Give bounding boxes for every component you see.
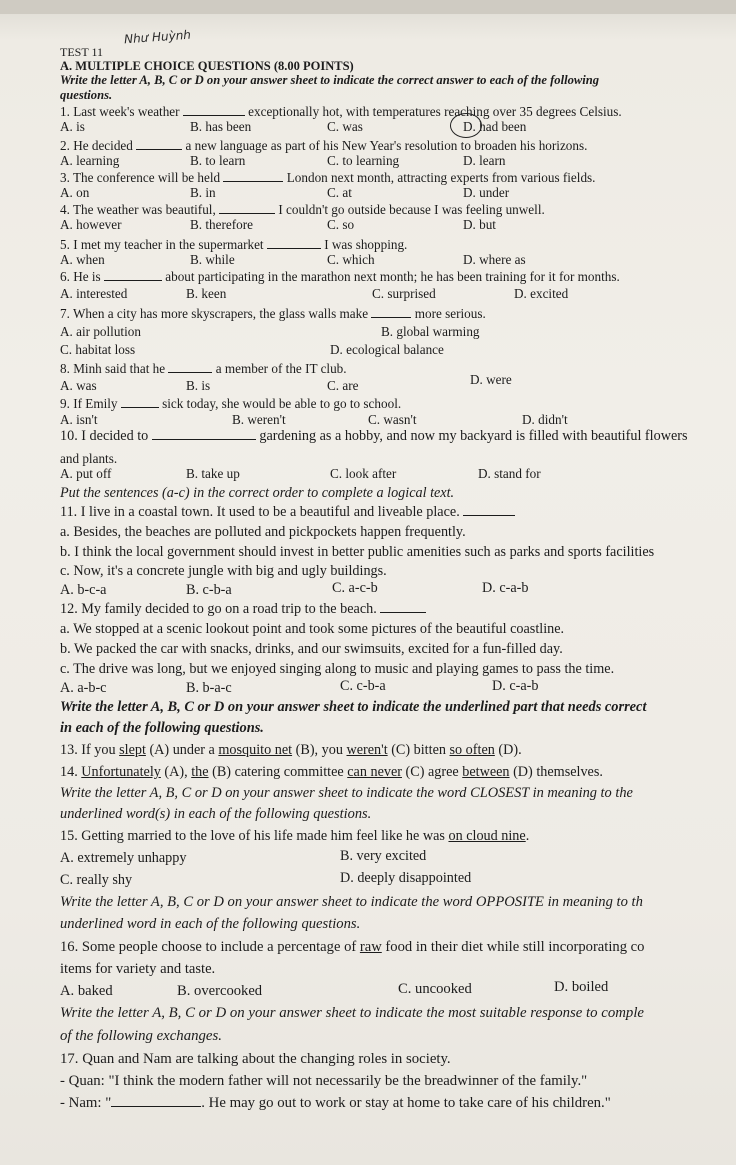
q5-option-b: B. while xyxy=(190,252,235,267)
underlined-a: Unfortunately xyxy=(81,764,161,780)
question-12: 12. My family decided to go on a road trip to the beach. xyxy=(60,601,426,618)
q12-sentence-c: c. The drive was long, but we enjoyed singing along to music and playing games to pass the time. xyxy=(60,661,615,677)
instruction-5-line-1: Write the letter A, B, C or D on your answer sheet to indicate the word OPPOSITE in meaning to th xyxy=(60,894,643,910)
q11-option-a: A. b-c-a xyxy=(60,582,107,598)
underlined-phrase: on cloud nine xyxy=(448,828,526,844)
instruction-1-line-1: Write the letter A, B, C or D on your answer sheet to indicate the correct answer to each of the following xyxy=(60,73,600,87)
instruction-5-line-2: underlined word in each of the following questions. xyxy=(60,916,361,932)
q4-option-d: D. but xyxy=(463,217,496,232)
q12-sentence-b: b. We packed the car with snacks, drinks, and our swimsuits, excited for a fun-filled day. xyxy=(60,641,563,657)
answer-blank xyxy=(152,428,256,440)
question-9: 9. If Emily sick today, she would be able to go to school. xyxy=(60,396,402,411)
answer-blank xyxy=(219,202,275,214)
q11-option-c: C. a-c-b xyxy=(332,580,378,596)
answer-blank xyxy=(463,504,515,516)
q10-option-a: A. put off xyxy=(60,466,112,481)
question-4: 4. The weather was beautiful, I couldn't go outside because I was feeling unwell. xyxy=(60,202,545,217)
q5-option-d: D. where as xyxy=(463,252,526,267)
q15-option-b: B. very excited xyxy=(340,848,427,864)
instruction-3-line-1: Write the letter A, B, C or D on your answer sheet to indicate the underlined part that needs correct xyxy=(60,699,647,715)
q10-option-b: B. take up xyxy=(186,466,240,481)
q7-option-d: D. ecological balance xyxy=(330,342,444,357)
q17-quan-line: - Quan: "I think the modern father will not necessarily be the breadwinner of the family." xyxy=(60,1073,588,1089)
q1-option-b: B. has been xyxy=(190,119,252,134)
question-16-cont: items for variety and taste. xyxy=(60,961,216,977)
q10-option-d: D. stand for xyxy=(478,466,541,481)
q6-option-b: B. keen xyxy=(186,286,227,301)
q12-option-c: C. c-b-a xyxy=(340,678,386,694)
q15-option-c: C. really shy xyxy=(60,872,133,888)
underlined-word: raw xyxy=(359,939,382,955)
underlined-d: between xyxy=(462,764,510,780)
q2-option-a: A. learning xyxy=(60,153,120,168)
answer-blank xyxy=(380,601,426,613)
question-17: 17. Quan and Nam are talking about the changing roles in society. xyxy=(60,1051,451,1067)
question-5: 5. I met my teacher in the supermarket I was shopping. xyxy=(60,237,408,252)
question-3: 3. The conference will be held London next month, attracting experts from various fields. xyxy=(60,170,596,185)
q1-option-d: D. had been xyxy=(463,119,527,134)
underlined-b: mosquito net xyxy=(218,742,293,758)
question-10: 10. I decided to gardening as a hobby, and now my backyard is filled with beautiful flowers xyxy=(60,428,688,444)
q15-option-a: A. extremely unhappy xyxy=(60,850,187,866)
q6-option-c: C. surprised xyxy=(372,286,436,301)
q2-option-b: B. to learn xyxy=(190,153,246,168)
question-13: 13. If you slept (A) under a mosquito net (B), you weren't (C) bitten so often (D). xyxy=(60,742,522,758)
underlined-d: so often xyxy=(449,742,495,758)
instruction-4-line-2: underlined word(s) in each of the following questions. xyxy=(60,806,372,822)
q8-option-b: B. is xyxy=(186,378,211,393)
q12-sentence-a: a. We stopped at a scenic lookout point and took some pictures of the beautiful coastline. xyxy=(60,621,565,637)
test-title: TEST 11 xyxy=(60,45,104,59)
instruction-4-line-1: Write the letter A, B, C or D on your answer sheet to indicate the word CLOSEST in meaning to the xyxy=(60,785,633,801)
question-15: 15. Getting married to the love of his life made him feel like he was on cloud nine. xyxy=(60,828,530,844)
q17-nam-line: - Nam: " . He may go out to work or stay at home to take care of his children." xyxy=(60,1095,611,1111)
question-16: 16. Some people choose to include a percentage of raw food in their diet while still incorporating co xyxy=(60,939,645,955)
q9-option-b: B. weren't xyxy=(232,412,286,427)
instruction-3-line-2: in each of the following questions. xyxy=(60,720,264,736)
q1-option-c: C. was xyxy=(327,119,363,134)
q11-option-d: D. c-a-b xyxy=(482,580,529,596)
q9-option-a: A. isn't xyxy=(60,412,98,427)
q11-option-b: B. c-b-a xyxy=(186,582,232,598)
q3-option-d: D. under xyxy=(463,185,510,200)
q11-sentence-c: c. Now, it's a concrete jungle with big and ugly buildings. xyxy=(60,563,387,579)
q16-option-d: D. boiled xyxy=(554,979,609,995)
q5-option-a: A. when xyxy=(60,252,105,267)
q10-option-c: C. look after xyxy=(330,466,397,481)
q11-sentence-b: b. I think the local government should invest in better public amenities such as parks and sports facilities xyxy=(60,544,655,560)
question-8: 8. Minh said that he a member of the IT club. xyxy=(60,361,347,376)
q9-option-d: D. didn't xyxy=(522,412,568,427)
q3-option-c: C. at xyxy=(327,185,352,200)
q8-option-d: D. were xyxy=(470,372,512,387)
instruction-1-line-2: questions. xyxy=(60,88,113,102)
answer-blank xyxy=(183,104,245,116)
answer-blank xyxy=(121,396,159,408)
q12-option-b: B. b-a-c xyxy=(186,680,232,696)
question-1: 1. Last week's weather exceptionally hot, with temperatures reaching over 35 degrees Celsius. xyxy=(60,104,622,119)
instruction-2: Put the sentences (a-c) in the correct order to complete a logical text. xyxy=(60,485,455,501)
underlined-b: the xyxy=(191,764,209,780)
q12-option-a: A. a-b-c xyxy=(60,680,107,696)
q16-option-c: C. uncooked xyxy=(398,981,472,997)
question-11: 11. I live in a coastal town. It used to be a beautiful and liveable place. xyxy=(60,504,515,521)
answer-blank xyxy=(223,170,283,182)
answer-blank xyxy=(267,237,321,249)
instruction-6-line-2: of the following exchanges. xyxy=(60,1028,222,1044)
answer-blank xyxy=(371,306,411,318)
q7-option-a: A. air pollution xyxy=(60,324,141,339)
underlined-c: can never xyxy=(347,764,402,780)
q4-option-a: A. however xyxy=(60,217,122,232)
q16-option-a: A. baked xyxy=(60,983,113,999)
q7-option-b: B. global warming xyxy=(381,324,480,339)
handwritten-name: Như Huỳnh xyxy=(123,27,192,47)
q2-option-d: D. learn xyxy=(463,153,506,168)
answer-blank xyxy=(111,1095,201,1107)
underlined-c: weren't xyxy=(346,742,388,758)
pen-circle-mark xyxy=(450,113,482,138)
q9-option-c: C. wasn't xyxy=(368,412,417,427)
q7-option-c: C. habitat loss xyxy=(60,342,136,357)
answer-blank xyxy=(104,269,162,281)
instruction-6-line-1: Write the letter A, B, C or D on your answer sheet to indicate the most suitable response to comple xyxy=(60,1005,644,1021)
q3-option-b: B. in xyxy=(190,185,216,200)
q11-sentence-a: a. Besides, the beaches are polluted and pickpockets happen frequently. xyxy=(60,524,466,540)
question-2: 2. He decided a new language as part of his New Year's resolution to broaden his horizons. xyxy=(60,138,588,153)
section-a-heading: A. MULTIPLE CHOICE QUESTIONS (8.00 POINTS) xyxy=(60,59,354,73)
paper-edge xyxy=(0,0,736,14)
q6-option-d: D. excited xyxy=(514,286,569,301)
q1-option-a: A. is xyxy=(60,119,85,134)
q15-option-d: D. deeply disappointed xyxy=(340,870,472,886)
q8-option-c: C. are xyxy=(327,378,359,393)
answer-blank xyxy=(136,138,182,150)
question-7: 7. When a city has more skyscrapers, the glass walls make more serious. xyxy=(60,306,486,321)
q12-option-d: D. c-a-b xyxy=(492,678,539,694)
q3-option-a: A. on xyxy=(60,185,90,200)
q6-option-a: A. interested xyxy=(60,286,128,301)
question-10-cont: and plants. xyxy=(60,451,118,466)
q4-option-c: C. so xyxy=(327,217,355,232)
answer-blank xyxy=(168,361,212,373)
q8-option-a: A. was xyxy=(60,378,97,393)
q5-option-c: C. which xyxy=(327,252,375,267)
q16-option-b: B. overcooked xyxy=(177,983,263,999)
question-6: 6. He is about participating in the marathon next month; he has been training for it for months. xyxy=(60,269,620,284)
q4-option-b: B. therefore xyxy=(190,217,253,232)
q2-option-c: C. to learning xyxy=(327,153,400,168)
underlined-a: slept xyxy=(119,742,146,758)
question-14: 14. Unfortunately (A), the (B) catering committee can never (C) agree between (D) themselves. xyxy=(60,764,603,780)
